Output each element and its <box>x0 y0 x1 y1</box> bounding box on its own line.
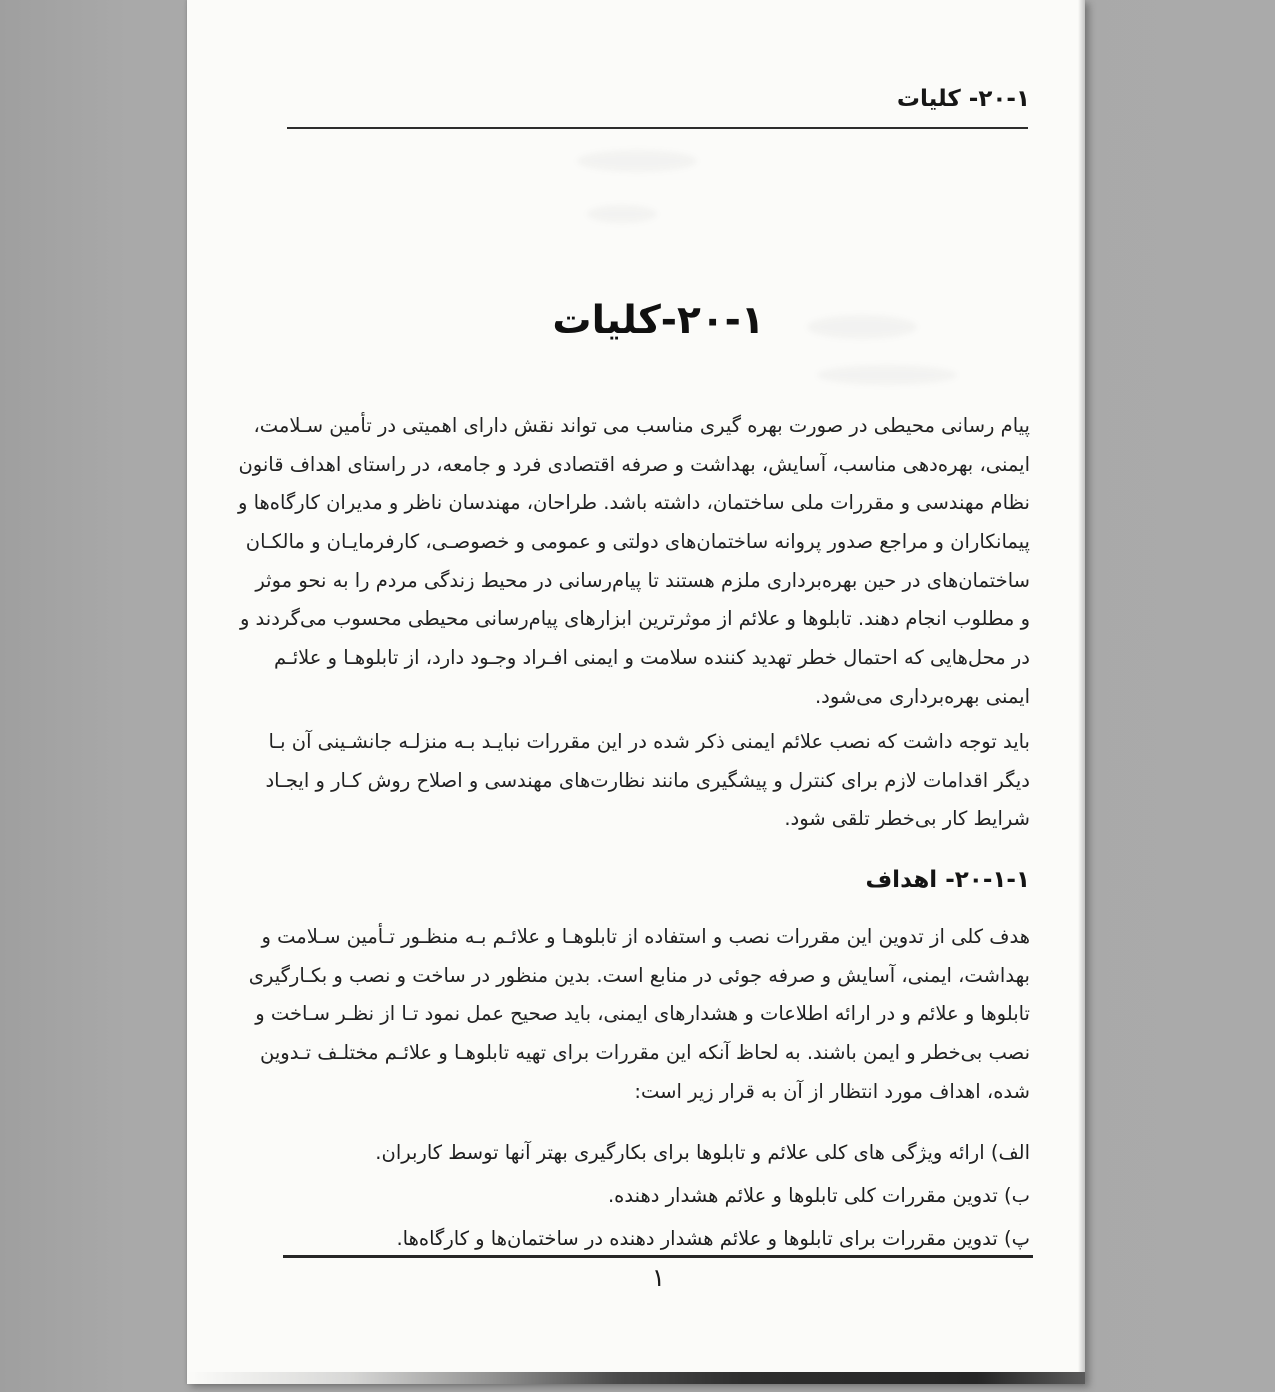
section-subheading: ۲۰-۱-۱- اهداف <box>865 867 1030 893</box>
text-line: پ) تدوین مقررات برای تابلوها و علائم هشدار دهنده در ساختمان‌ها و کارگاه‌ها. <box>396 1227 1030 1250</box>
scanner-dark-band <box>187 1372 1085 1384</box>
text-line: دیگر اقدامات لازم برای کنترل و پیشگیری مانند نظارت‌های مهندسی و اصلاح روش کـار و ایجـاد <box>265 768 1030 792</box>
footer-rule <box>283 1255 1033 1258</box>
text-line: شرایط کار بی‌خطر تلقی شود. <box>784 807 1030 831</box>
text-line: باید توجه داشت که نصب علائم ایمنی ذکر شده در این مقررات نبایـد بـه منزلـه جانشـینی آن بـا <box>268 730 1030 753</box>
page-edge-shadow <box>1078 0 1085 1384</box>
text-line: پیمانکاران و مراجع صدور پروانه ساختمان‌های دولتی و عمومی و خصوصـی، کارفرمایـان و مالکـان <box>245 530 1030 554</box>
text-line: ایمنی بهره‌برداری می‌شود. <box>814 684 1030 708</box>
goals-list <box>287 1131 1030 1260</box>
text-line: هدف کلی از تدوین این مقررات نصب و استفاده از تابلوهـا و علائـم بـه منظـور تـأمین سـلامت و <box>261 925 1030 948</box>
text-line: بهداشت، ایمنی، آسایش و صرفه جوئی در منابع است. بدین منظور در ساخت و نصب و بکـارگیری <box>248 963 1030 987</box>
running-header: ۲۰-۱- کلیات <box>896 86 1030 112</box>
text-line: پیام رسانی محیطی در صورت بهره گیری مناسب می تواند نقش دارای اهمیتی در تأمین سـلامت، <box>253 414 1030 437</box>
paragraph-intro <box>237 407 1030 717</box>
scan-artifact <box>817 365 957 385</box>
text-line: ایمنی، بهره‌دهی مناسب، آسایش، بهداشت و صرفه اقتصادی فرد و جامعه، در راستای اهداف قانون <box>238 452 1030 476</box>
scan-artifact <box>577 150 697 172</box>
text-line: ب) تدوین مقررات کلی تابلوها و علائم هشدار دهنده. <box>607 1184 1030 1207</box>
text-line: الف) ارائه ویژگی های کلی علائم و تابلوها برای بکارگیری بهتر آنها توسط کاربران. <box>375 1141 1030 1164</box>
text-line: در محل‌هایی که احتمال خطر تهدید کننده سلامت و ایمنی افـراد وجـود دارد، از تابلوهـا و علائـم <box>274 646 1030 670</box>
scanned-page <box>187 0 1085 1384</box>
text-line: ساختمان‌های در حین بهره‌برداری ملزم هستند تا پیام‌رسانی در محیط زندگی مردم را به نحو موثر <box>255 568 1030 592</box>
text-line: تابلوها و علائم و در ارائه اطلاعات و هشدارهای ایمنی، باید صحیح عمل نمود تـا از نظـر سـاخت و <box>255 1002 1030 1026</box>
page-number: ۱ <box>651 1263 666 1292</box>
text-line: و مطلوب انجام دهند. تابلوها و علائم از موثرترین ابزارهای پیام‌رسانی محیطی محسوب می‌گردند و <box>239 607 1030 631</box>
text-line: نصب بی‌خطر و ایمن باشند. به لحاظ آنکه این مقررات برای تهیه تابلوهـا و علائـم مختلـف تـدوین <box>260 1041 1030 1065</box>
paragraph-goals <box>248 918 1030 1111</box>
chapter-title: ۲۰-۱-کلیات <box>552 298 765 343</box>
paragraph-note <box>265 723 1030 839</box>
header-rule <box>287 127 1028 129</box>
text-line: نظام مهندسی و مقررات ملی ساختمان، داشته باشد. طراحان، مهندسان ناظر و مدیران کارگاه‌ها و <box>237 491 1030 515</box>
scan-artifact <box>587 205 657 223</box>
text-line: شده، اهداف مورد انتظار از آن به قرار زیر است: <box>634 1079 1030 1103</box>
